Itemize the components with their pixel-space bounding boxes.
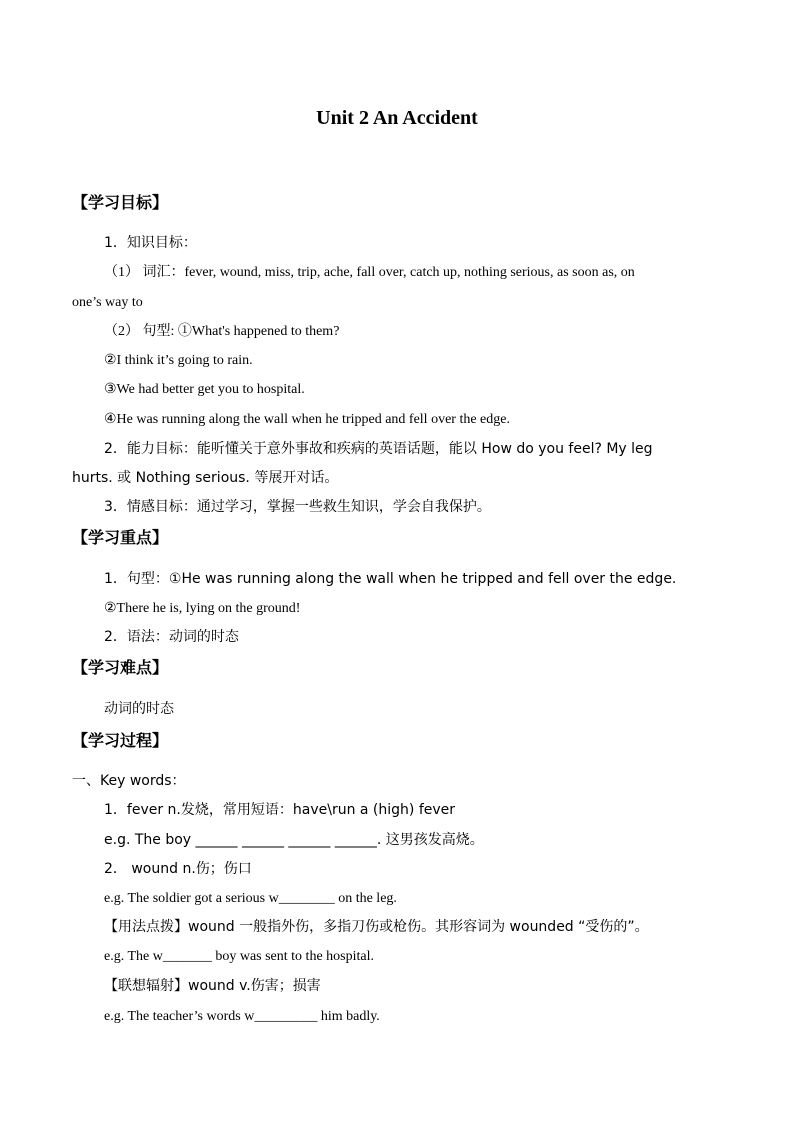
section-heading-difficulties: 【学习难点】 bbox=[72, 658, 169, 677]
ability-goal-line-2: hurts. 或 Nothing serious. 等展开对话。 bbox=[72, 470, 339, 486]
association-note: 【联想辐射】wound v.伤害；损害 bbox=[104, 978, 321, 994]
vocabulary-line-1: （1） 词汇：fever, wound, miss, trip, ache, fall over, catch up, nothing serious, as soon as, on bbox=[104, 265, 635, 280]
word-wound: 2． wound n.伤；伤口 bbox=[104, 861, 252, 877]
page-title: Unit 2 An Accident bbox=[316, 107, 478, 129]
key-point-line-2: ②There he is, lying on the ground! bbox=[104, 601, 301, 616]
key-point-line-1: 1．句型：①He was running along the wall when he tripped and fell over the edge. bbox=[104, 571, 677, 587]
word-fever: 1．fever n.发烧，常用短语：have\run a (high) fever bbox=[104, 802, 456, 818]
emotion-goal: 3．情感目标：通过学习，掌握一些救生知识，学会自我保护。 bbox=[104, 499, 491, 515]
section-heading-key-points: 【学习重点】 bbox=[72, 528, 169, 547]
sentence-pattern-3: ③We had better get you to hospital. bbox=[104, 382, 305, 397]
section-heading-goals: 【学习目标】 bbox=[72, 193, 169, 212]
association-note-example: e.g. The teacher’s words w_________ him badly. bbox=[104, 1009, 380, 1024]
word-wound-example: e.g. The soldier got a serious w________ on the leg. bbox=[104, 891, 397, 906]
sentence-pattern-4: ④He was running along the wall when he tripped and fell over the edge. bbox=[104, 412, 510, 427]
key-words-intro: 一、Key words： bbox=[72, 773, 186, 789]
usage-note-example: e.g. The w_______ boy was sent to the hospital. bbox=[104, 949, 374, 964]
usage-note: 【用法点拨】wound 一般指外伤，多指刀伤或枪伤。其形容词为 wounded “受伤的”。 bbox=[104, 919, 649, 935]
vocabulary-line-2: one’s way to bbox=[72, 295, 143, 310]
knowledge-goal-label: 1．知识目标： bbox=[104, 235, 197, 251]
ability-goal-line-1: 2．能力目标：能听懂关于意外事故和疾病的英语话题，能以 How do you feel? My leg bbox=[104, 441, 653, 457]
section-heading-process: 【学习过程】 bbox=[72, 731, 169, 750]
difficulty-line-1: 动词的时态 bbox=[104, 701, 174, 717]
word-fever-example: e.g. The boy ______ ______ ______ ______. 这男孩发高烧。 bbox=[104, 832, 484, 848]
key-point-line-3: 2．语法：动词的时态 bbox=[104, 629, 239, 645]
sentence-pattern-2: ②I think it’s going to rain. bbox=[104, 353, 253, 368]
sentence-pattern-intro: （2） 句型: ①What's happened to them? bbox=[104, 324, 340, 339]
